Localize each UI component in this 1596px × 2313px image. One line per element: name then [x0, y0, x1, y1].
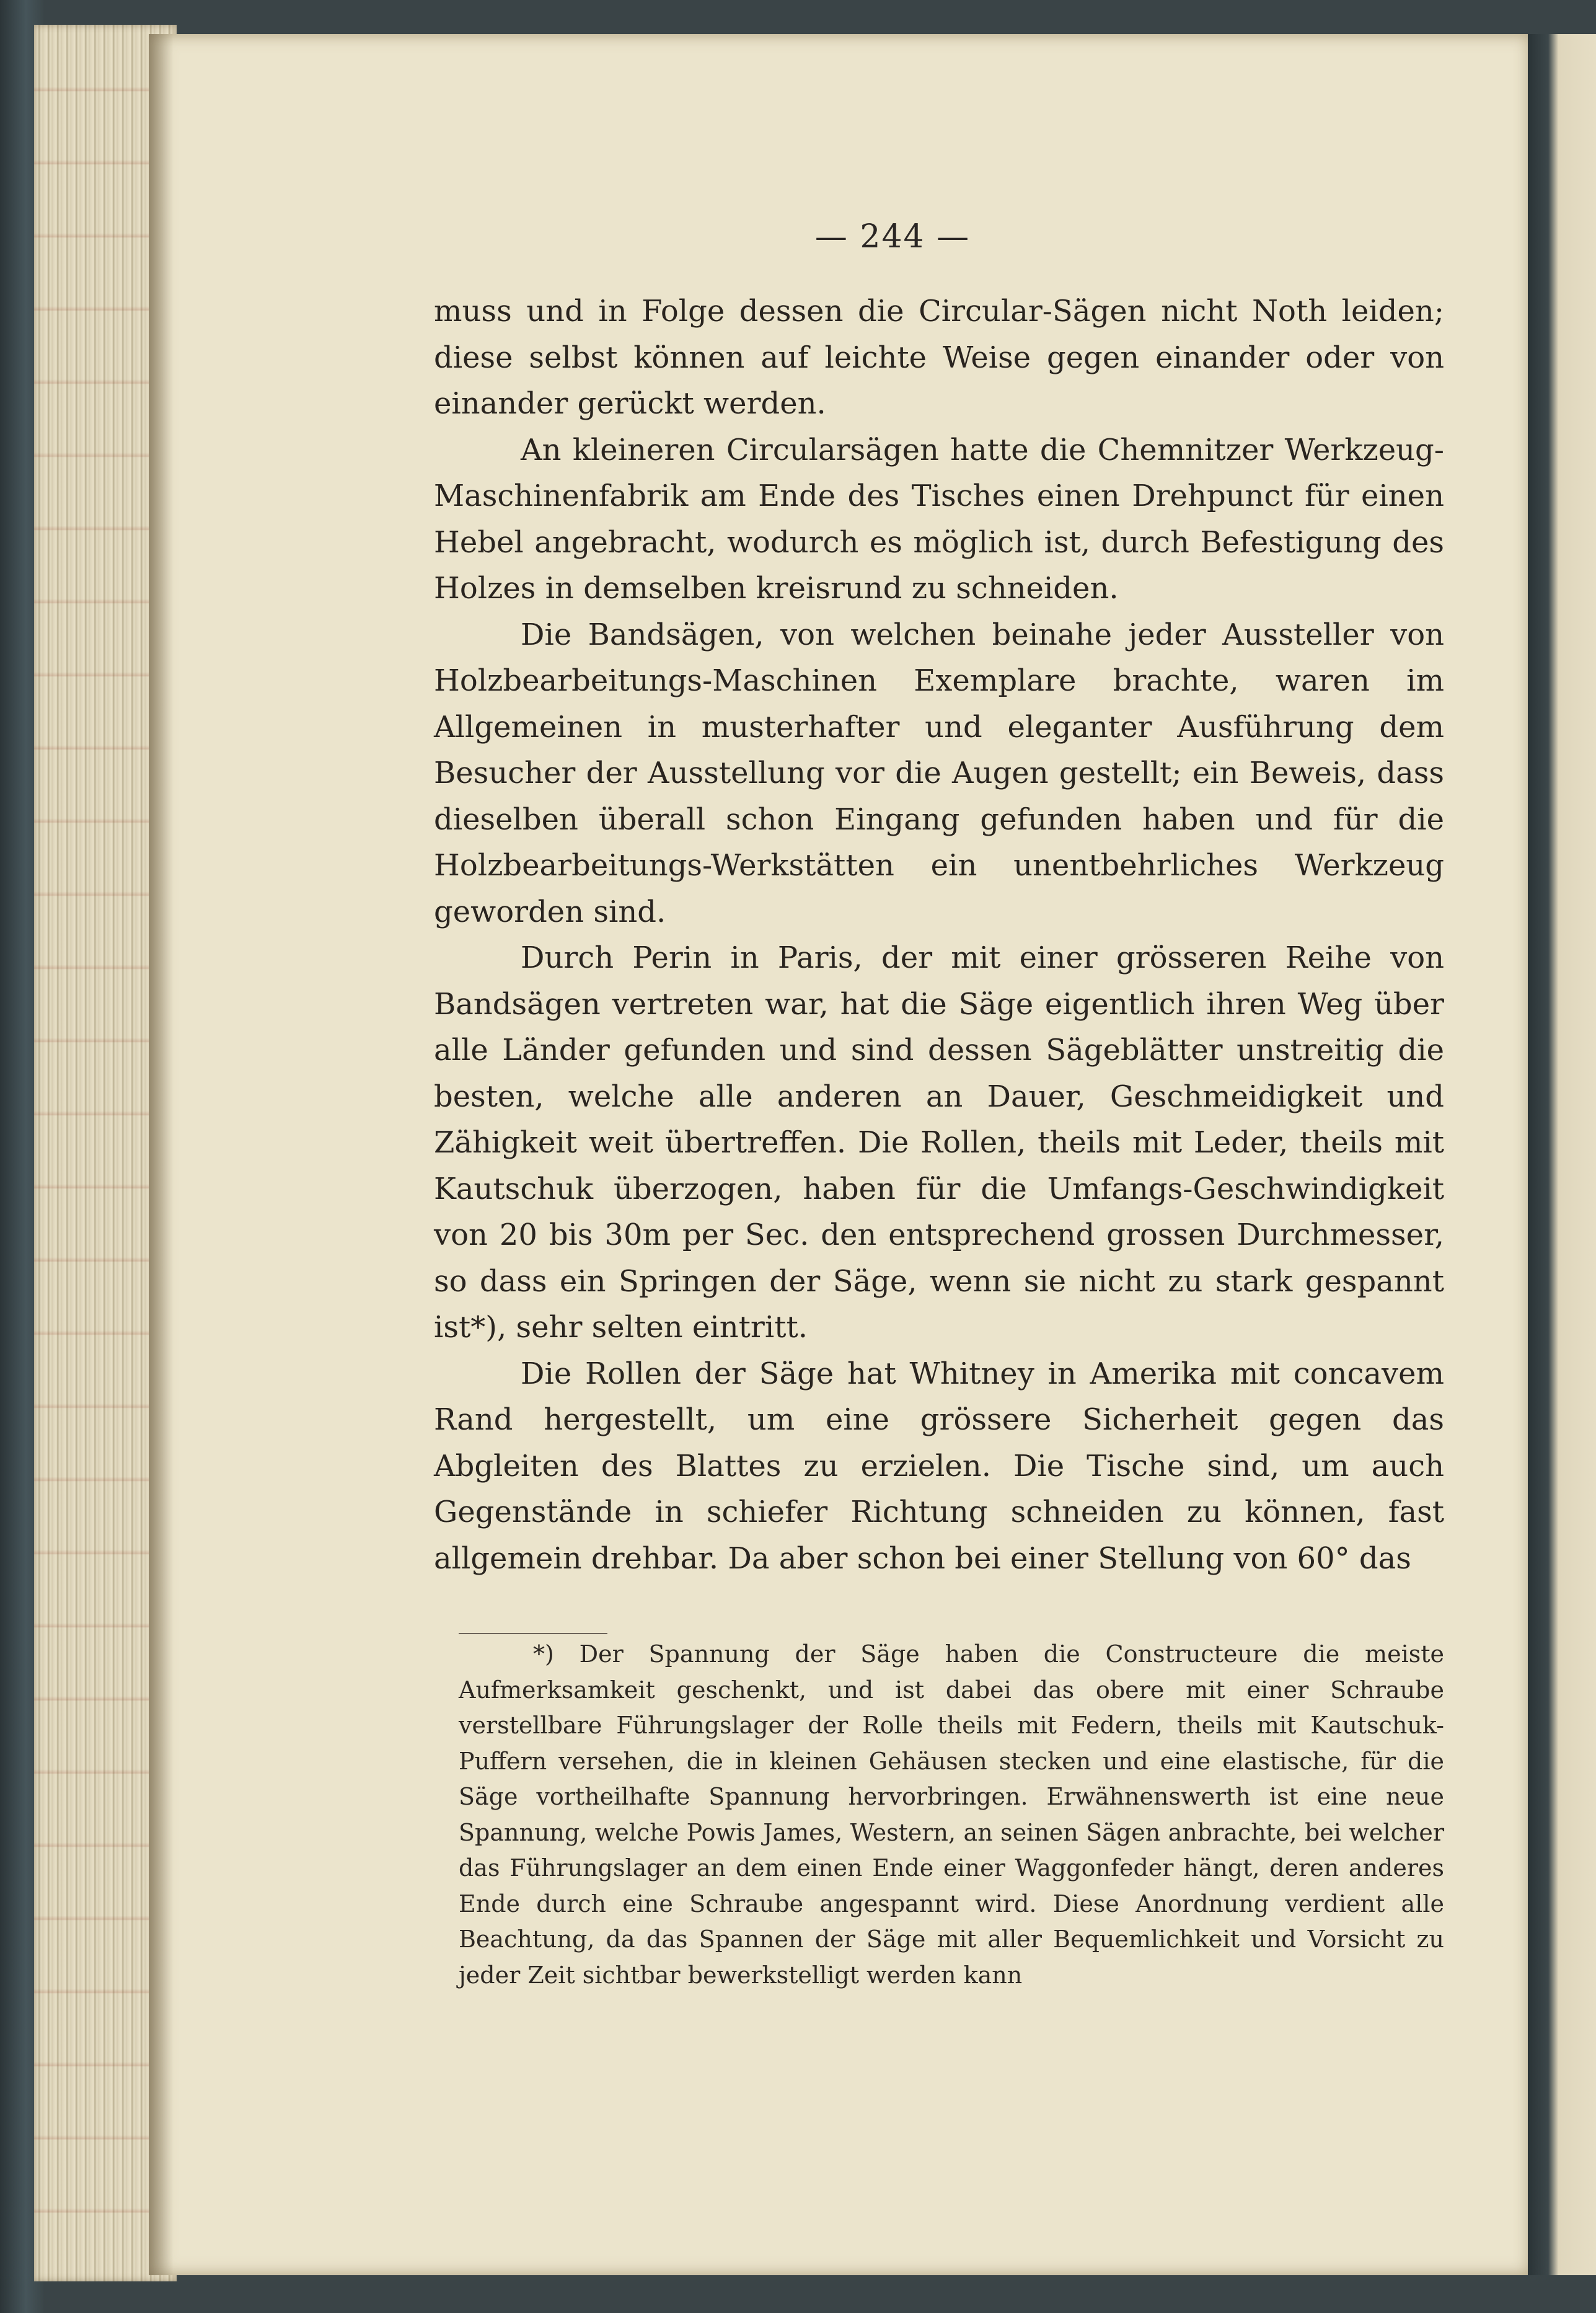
paragraph: Die Bandsägen, von welchen beinahe jeder Aussteller von Holzbearbeitungs-Maschinen Exemplare brachte, waren im Allgemeinen in musterhafter und eleganter Ausführung dem Besucher der Ausstellung vor die Augen gestellt; ein Beweis, dass dieselben überall schon Eingang gefunden haben und für die Holzbearbeitungs-Werkstätten ein unentbehrliches Werkzeug geworden sind. — [434, 617, 1444, 929]
main-text — [434, 288, 1444, 1581]
paragraph: Die Rollen der Säge hat Whitney in Amerika mit concavem Rand hergestellt, um eine grössere Sicherheit gegen das Abgleiten des Blattes zu erzielen. Die Tische sind, um auch Gegenstände in schiefer Richtung schneiden zu können, fast allgemein drehbar. Da aber schon bei einer Stellung von 60° das — [434, 1356, 1444, 1576]
page-number: — 244 — — [814, 218, 971, 255]
spine-shadow — [149, 34, 174, 2275]
paragraph: muss und in Folge dessen die Circular-Sägen nicht Noth leiden; diese selbst können auf leichte Weise gegen einander oder von einander gerückt werden. — [434, 294, 1444, 421]
book-right-edge — [1528, 34, 1596, 2275]
paragraph: An kleineren Circularsägen hatte die Chemnitzer Werkzeug-Maschinenfabrik am Ende des Tisches einen Drehpunct für einen Hebel angebracht, wodurch es möglich ist, durch Befestigung des Holzes in demselben kreisrund zu schneiden. — [434, 432, 1444, 606]
paragraph: Durch Perin in Paris, der mit einer grösseren Reihe von Bandsägen vertreten war, hat die Säge eigentlich ihren Weg über alle Länder gefunden und sind dessen Sägeblätter unstreitig die besten, welche alle anderen an Dauer, Geschmeidigkeit und Zähigkeit weit übertreffen. Die Rollen, theils mit Leder, theils mit Kautschuk überzogen, haben für die Umfangs-Geschwindigkeit von 20 bis 30m per Sec. den entsprechend grossen Durchmesser, so dass ein Springen der Säge, wenn sie nicht zu stark gespannt ist*), sehr selten eintritt. — [434, 940, 1444, 1345]
footnote-divider — [459, 1633, 607, 1634]
footnote: *) Der Spannung der Säge haben die Constructeure die meiste Aufmerksamkeit geschenkt, und ist dabei das obere mit einer Schraube verstellbare Führungslager der Rolle theils mit Federn, theils mit Kautschuk-Puffern versehen, die in kleinen Gehäusen stecken und eine elastische, für die Säge vortheilhafte Spannung hervorbringen. Erwähnenswerth ist eine neue Spannung, welche Powis James, Western, an seinen Sägen anbrachte, bei welcher das Führungslager an dem einen Ende einer Waggonfeder hängt, deren anderes Ende durch eine Schraube angespannt wird. Diese Anordnung verdient alle Beachtung, da das Spannen der Säge mit aller Bequemlichkeit und Vorsicht zu jeder Zeit sichtbar bewerkstelligt werden kann — [459, 1640, 1444, 1989]
